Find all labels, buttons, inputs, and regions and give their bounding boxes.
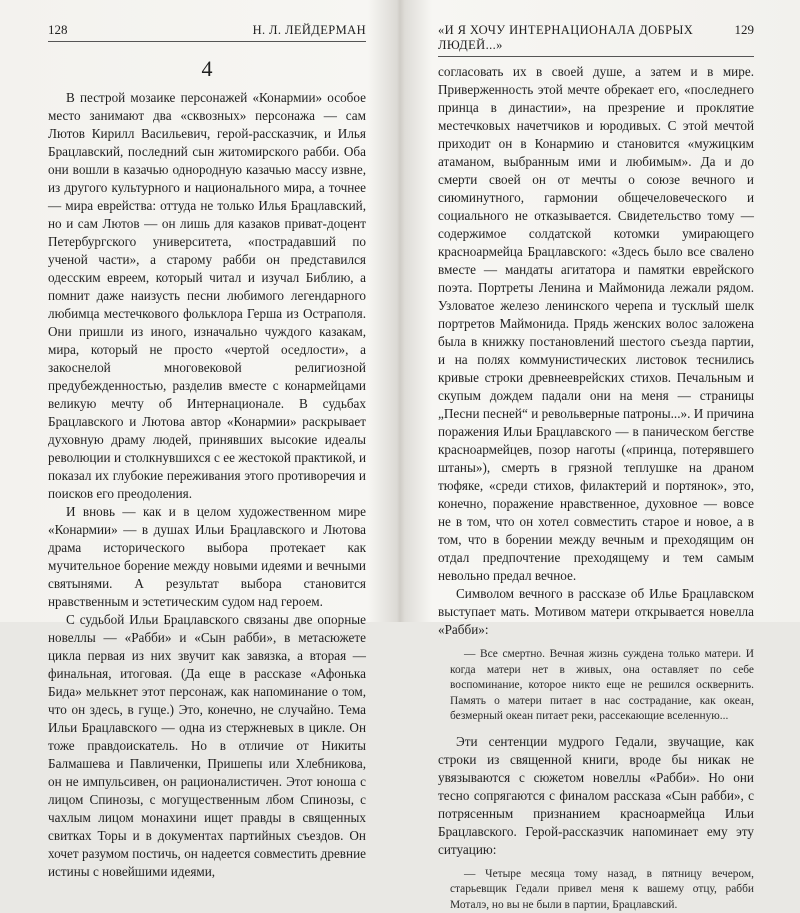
left-paragraph-1: В пестрой мозаике персонажей «Конармии» особое место занимают два «сквозных» персонажа — сам Лютов Кирилл Васильевич, герой-рассказчик, и Илья Брацлавский, последний сын житомирского рабби. Оба они вошли в казачью однородную казачью массу извне, из другого культурного и национального мира, а точнее — мира еврейства: оттуда не только Илья Брацлавский, но и сам Лютов — он лишь для казаков приват-доцент Петербургского университета, «пострадавший по ученой части», а старому рабби он представился одесским евреем, который читал и изучал Библию, а помнит даже наизусть песни любимого легендарного любимца местечкового фольклора Герша из Остраполя. Они пришли из иного, изначально чуждого казакам, мира, который не просто «чертой оседлости», а закоснелой многовековой религиозной предубежденностью, разделив вместе с конармейцами великую мечту об Интернационале. В судьбах Брацлавского и Лютова автор «Конармии» раскрывает духовную драму людей, принявших высокие идеалы революции и столкнувшихся с ее жестокой практикой, и показал их глубокие переживания этого противоречия и поисков его преодоления.: [48, 89, 366, 503]
gedali-quote: — Все смертно. Вечная жизнь суждена только матери. И когда матери нет в живых, она оставляет по себе воспоминание, которое никто еще не решился осквернить. Память о матери питает в нас сострадание, как океан, безмерный океан питает реки, рассекающие вселенную...: [438, 647, 754, 725]
narrator-quote: — Четыре месяца тому назад, в пятницу вечером, старьевщик Гедали привел меня к вашему отцу, рабби Моталэ, но вы не были в партии, Брацлавский.: [438, 867, 754, 913]
right-page-number: 129: [735, 22, 755, 38]
right-paragraph-3: Эти сентенции мудрого Гедали, звучащие, как строки из священной книги, вроде бы никак не увязываются с сюжетом новеллы «Рабби». Но они тесно сопрягаются с финалом рассказа «Сын рабби», с потрясенным признанием красноармейца Ильи Брацлавского. Герой-рассказчик напоминает ему эту ситуацию:: [438, 733, 754, 859]
right-paragraph-2: Символом вечного в рассказе об Илье Брацлавском выступает мать. Мотивом матери открывается новелла «Рабби»:: [438, 585, 754, 639]
left-page: [0, 0, 400, 622]
right-page: [400, 0, 800, 622]
left-paragraph-2: И вновь — как и в целом художественном мире «Конармии» — в душах Ильи Брацлавского и Лютова драма исторического выбора протекает как мучительное борение между новыми идеями и вечными святынями. А результат выбора становится нравственным и эстетическим судом над героем.: [48, 503, 366, 611]
left-header-author: Н. Л. ЛЕЙДЕРМАН: [253, 23, 366, 38]
chapter-number: 4: [48, 56, 366, 82]
left-page-number: 128: [48, 22, 68, 38]
left-paragraph-3: С судьбой Ильи Брацлавского связаны две опорные новеллы — «Рабби» и «Сын рабби», в метасюжете цикла первая из них звучит как завязка, а вторая — финальная, итоговая. (Да еще в рассказе «Афонька Бида» мелькнет этот персонаж, как напоминание о том, что он здесь, в гуще.) Это, конечно, не случайно. Тема Ильи Брацлавского — одна из стержневых в цикле. Он тоже правдоискатель. Но в отличие от Никиты Балмашева и Павличенки, Пришепы или Хлебникова, он не импульсивен, он рационалистичен. Этот юноша с лицом Спинозы, с могущественным лбом Спинозы, с чахлым лицом монахини ищет правды в священных свитках Торы и в документах партийных съездов. Он хочет разумом постичь, он надеется совместить древние истины с новейшими идеями,: [48, 611, 366, 881]
right-running-head: [438, 0, 754, 57]
right-header-title: «И Я ХОЧУ ИНТЕРНАЦИОНАЛА ДОБРЫХ ЛЮДЕЙ...»: [438, 23, 735, 53]
left-running-head: [48, 0, 366, 42]
right-paragraph-1: согласовать их в своей душе, а затем и в мире. Приверженность этой мечте обрекает его, «последнего принца в династии», на презрение и проклятие местечковых начетчиков и юродивых. С этой мечтой приходит он в Конармию и становится «мужицким атаманом, выбранным ими и любимым». Да и до смерти своей он от мечты о союзе вечного и сиюминутного, гармонии общечеловеческого и социального не отказывается. Свидетельство тому — содержимое солдатской котомки умирающего красноармейца Брацлавского: «Здесь было все свалено вместе — мандаты агитатора и памятки еврейского поэта. Портреты Ленина и Маймонида лежали рядом. Узловатое железо ленинского черепа и тусклый шелк портретов Маймонида. Прядь женских волос заложена была в книжку постановлений шестого съезда партии, и на полях коммунистических листовок теснились кривые строки древнееврейских стихов. Печальным и скупым дождем падали они на меня — страницы „Песни песней“ и револьверные патроны...». И причина поражения Ильи Брацлавского — в паническом бегстве красноармейцев, позор наготы («принца, потерявшего штаны»), смерть в грязной теплушке на драном тюфяке, «среди стихов, филактерий и портянок», это, конечно, поражение нравственное, духовное — вовсе не в том, что он хотел совместить старое и новое, а в том, что в борении между вечным и преходящим он отдал предпочтение преходящему и тем самым невольно предал вечное.: [438, 63, 754, 585]
